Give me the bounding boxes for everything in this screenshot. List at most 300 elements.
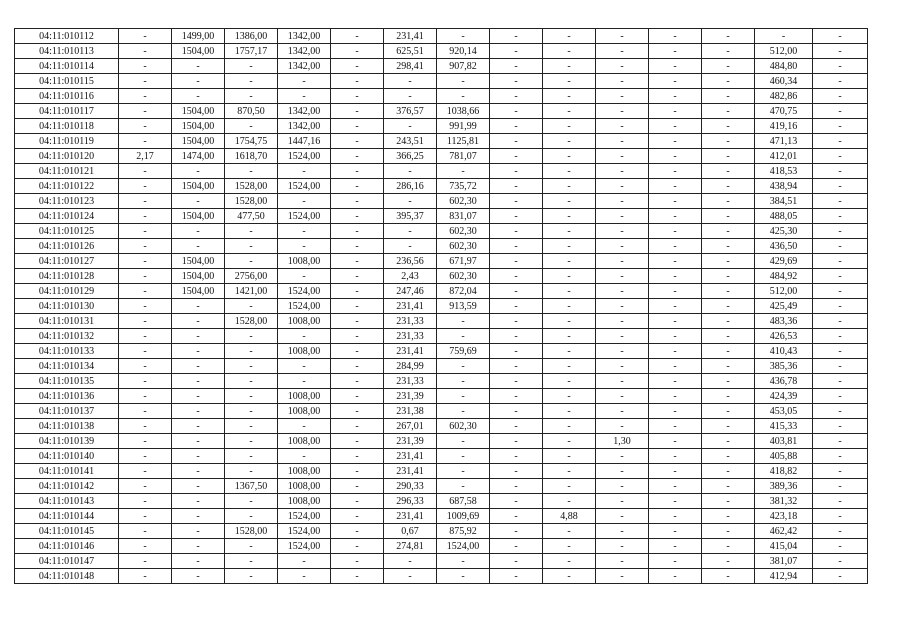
- value-cell: -: [649, 554, 702, 569]
- value-cell: 284,99: [384, 359, 437, 374]
- value-cell: -: [172, 314, 225, 329]
- value-cell: -: [596, 524, 649, 539]
- value-cell: -: [437, 569, 490, 584]
- value-cell: -: [813, 524, 868, 539]
- value-cell: -: [225, 374, 278, 389]
- value-cell: 482,86: [755, 89, 813, 104]
- value-cell: 1618,70: [225, 149, 278, 164]
- value-cell: -: [596, 449, 649, 464]
- value-cell: -: [543, 314, 596, 329]
- value-cell: -: [813, 224, 868, 239]
- value-cell: -: [225, 404, 278, 419]
- value-cell: -: [331, 209, 384, 224]
- value-cell: -: [437, 404, 490, 419]
- value-cell: 872,04: [437, 284, 490, 299]
- value-cell: -: [225, 434, 278, 449]
- value-cell: -: [702, 524, 755, 539]
- value-cell: -: [649, 89, 702, 104]
- value-cell: 875,92: [437, 524, 490, 539]
- value-cell: 243,51: [384, 134, 437, 149]
- table-row: [15, 419, 868, 434]
- value-cell: 471,13: [755, 134, 813, 149]
- value-cell: -: [490, 554, 543, 569]
- cadastral-number-cell: 04:11:010148: [15, 569, 119, 584]
- value-cell: 991,99: [437, 119, 490, 134]
- value-cell: 381,32: [755, 494, 813, 509]
- value-cell: -: [119, 89, 172, 104]
- value-cell: 1,30: [596, 434, 649, 449]
- value-cell: -: [331, 494, 384, 509]
- value-cell: 1386,00: [225, 29, 278, 44]
- value-cell: -: [543, 374, 596, 389]
- value-cell: -: [702, 419, 755, 434]
- value-cell: -: [596, 179, 649, 194]
- table-row: [15, 44, 868, 59]
- table-row: [15, 449, 868, 464]
- value-cell: -: [813, 509, 868, 524]
- value-cell: 1528,00: [225, 179, 278, 194]
- value-cell: -: [331, 449, 384, 464]
- value-cell: 1504,00: [172, 104, 225, 119]
- value-cell: 231,41: [384, 344, 437, 359]
- table-row: [15, 74, 868, 89]
- value-cell: 759,69: [437, 344, 490, 359]
- value-cell: -: [596, 554, 649, 569]
- value-cell: -: [649, 239, 702, 254]
- value-cell: -: [813, 539, 868, 554]
- value-cell: -: [543, 164, 596, 179]
- value-cell: -: [172, 389, 225, 404]
- cadastral-number-cell: 04:11:010126: [15, 239, 119, 254]
- cadastral-number-cell: 04:11:010132: [15, 329, 119, 344]
- value-cell: -: [278, 329, 331, 344]
- value-cell: -: [543, 419, 596, 434]
- value-cell: -: [490, 179, 543, 194]
- value-cell: -: [596, 494, 649, 509]
- value-cell: 395,37: [384, 209, 437, 224]
- value-cell: 389,36: [755, 479, 813, 494]
- value-cell: 2,43: [384, 269, 437, 284]
- value-cell: -: [813, 374, 868, 389]
- value-cell: 1008,00: [278, 434, 331, 449]
- value-cell: -: [649, 149, 702, 164]
- table-row: [15, 134, 868, 149]
- value-cell: -: [331, 239, 384, 254]
- value-cell: 1008,00: [278, 494, 331, 509]
- value-cell: -: [596, 314, 649, 329]
- value-cell: -: [490, 74, 543, 89]
- table-row: [15, 59, 868, 74]
- value-cell: -: [596, 44, 649, 59]
- value-cell: -: [543, 464, 596, 479]
- value-cell: -: [596, 89, 649, 104]
- value-cell: -: [649, 44, 702, 59]
- value-cell: -: [119, 359, 172, 374]
- value-cell: -: [543, 404, 596, 419]
- value-cell: -: [437, 479, 490, 494]
- table-row: [15, 89, 868, 104]
- value-cell: -: [172, 74, 225, 89]
- value-cell: -: [225, 449, 278, 464]
- value-cell: -: [702, 134, 755, 149]
- value-cell: -: [649, 299, 702, 314]
- value-cell: 1757,17: [225, 44, 278, 59]
- value-cell: -: [172, 239, 225, 254]
- table-row: [15, 404, 868, 419]
- value-cell: -: [172, 374, 225, 389]
- value-cell: -: [702, 119, 755, 134]
- value-cell: -: [384, 89, 437, 104]
- value-cell: -: [702, 299, 755, 314]
- value-cell: -: [331, 554, 384, 569]
- table-row: [15, 389, 868, 404]
- value-cell: 231,41: [384, 509, 437, 524]
- value-cell: -: [596, 359, 649, 374]
- value-cell: -: [225, 554, 278, 569]
- value-cell: -: [437, 164, 490, 179]
- value-cell: 1504,00: [172, 179, 225, 194]
- value-cell: -: [225, 224, 278, 239]
- value-cell: -: [172, 479, 225, 494]
- value-cell: 1528,00: [225, 314, 278, 329]
- value-cell: -: [596, 569, 649, 584]
- value-cell: -: [172, 524, 225, 539]
- value-cell: -: [119, 329, 172, 344]
- value-cell: -: [172, 464, 225, 479]
- value-cell: 1524,00: [278, 179, 331, 194]
- value-cell: 376,57: [384, 104, 437, 119]
- table-row: [15, 299, 868, 314]
- value-cell: -: [813, 419, 868, 434]
- value-cell: -: [649, 479, 702, 494]
- value-cell: -: [437, 449, 490, 464]
- value-cell: -: [649, 209, 702, 224]
- cadastral-number-cell: 04:11:010139: [15, 434, 119, 449]
- value-cell: -: [331, 179, 384, 194]
- value-cell: -: [278, 224, 331, 239]
- value-cell: -: [119, 209, 172, 224]
- value-cell: -: [331, 464, 384, 479]
- value-cell: -: [225, 509, 278, 524]
- value-cell: 1754,75: [225, 134, 278, 149]
- value-cell: 831,07: [437, 209, 490, 224]
- value-cell: -: [702, 509, 755, 524]
- value-cell: -: [649, 314, 702, 329]
- value-cell: -: [649, 374, 702, 389]
- value-cell: 231,41: [384, 29, 437, 44]
- value-cell: 231,41: [384, 464, 437, 479]
- value-cell: -: [119, 389, 172, 404]
- value-cell: -: [702, 464, 755, 479]
- value-cell: -: [119, 59, 172, 74]
- value-cell: 625,51: [384, 44, 437, 59]
- value-cell: -: [225, 389, 278, 404]
- value-cell: 4,88: [543, 509, 596, 524]
- value-cell: 1528,00: [225, 194, 278, 209]
- value-cell: -: [437, 374, 490, 389]
- value-cell: -: [119, 29, 172, 44]
- value-cell: -: [437, 89, 490, 104]
- value-cell: -: [225, 464, 278, 479]
- value-cell: -: [225, 569, 278, 584]
- table-row: [15, 329, 868, 344]
- value-cell: -: [813, 434, 868, 449]
- value-cell: 1504,00: [172, 284, 225, 299]
- value-cell: -: [278, 419, 331, 434]
- value-cell: -: [813, 254, 868, 269]
- value-cell: -: [596, 104, 649, 119]
- value-cell: -: [813, 59, 868, 74]
- value-cell: -: [649, 269, 702, 284]
- table-row: [15, 464, 868, 479]
- value-cell: -: [437, 434, 490, 449]
- value-cell: -: [225, 254, 278, 269]
- cadastral-number-cell: 04:11:010127: [15, 254, 119, 269]
- value-cell: -: [331, 119, 384, 134]
- value-cell: -: [331, 344, 384, 359]
- value-cell: -: [278, 239, 331, 254]
- value-cell: -: [119, 464, 172, 479]
- value-cell: -: [119, 449, 172, 464]
- cadastral-number-cell: 04:11:010118: [15, 119, 119, 134]
- value-cell: 366,25: [384, 149, 437, 164]
- cadastral-number-cell: 04:11:010144: [15, 509, 119, 524]
- value-cell: -: [490, 209, 543, 224]
- value-cell: -: [813, 299, 868, 314]
- value-cell: -: [596, 239, 649, 254]
- value-cell: -: [384, 194, 437, 209]
- value-cell: 381,07: [755, 554, 813, 569]
- value-cell: -: [596, 59, 649, 74]
- value-cell: 436,78: [755, 374, 813, 389]
- value-cell: -: [543, 539, 596, 554]
- value-cell: -: [490, 419, 543, 434]
- cadastral-number-cell: 04:11:010133: [15, 344, 119, 359]
- value-cell: -: [702, 194, 755, 209]
- value-cell: -: [649, 29, 702, 44]
- value-cell: -: [278, 554, 331, 569]
- value-cell: -: [172, 539, 225, 554]
- value-cell: -: [596, 119, 649, 134]
- value-cell: -: [702, 404, 755, 419]
- value-cell: 1524,00: [278, 509, 331, 524]
- cadastral-number-cell: 04:11:010143: [15, 494, 119, 509]
- table-row: [15, 374, 868, 389]
- value-cell: -: [543, 449, 596, 464]
- value-cell: -: [649, 494, 702, 509]
- value-cell: -: [278, 89, 331, 104]
- value-cell: -: [119, 509, 172, 524]
- value-cell: -: [702, 104, 755, 119]
- value-cell: -: [813, 404, 868, 419]
- value-cell: -: [596, 74, 649, 89]
- value-cell: -: [813, 494, 868, 509]
- value-cell: -: [172, 419, 225, 434]
- value-cell: -: [702, 179, 755, 194]
- value-cell: -: [331, 524, 384, 539]
- value-cell: 412,94: [755, 569, 813, 584]
- value-cell: 1504,00: [172, 44, 225, 59]
- value-cell: -: [649, 344, 702, 359]
- value-cell: -: [702, 269, 755, 284]
- value-cell: -: [490, 404, 543, 419]
- value-cell: 1447,16: [278, 134, 331, 149]
- value-cell: 1008,00: [278, 464, 331, 479]
- value-cell: -: [225, 329, 278, 344]
- value-cell: -: [384, 239, 437, 254]
- value-cell: -: [437, 464, 490, 479]
- value-cell: 735,72: [437, 179, 490, 194]
- value-cell: -: [119, 179, 172, 194]
- value-cell: -: [543, 389, 596, 404]
- value-cell: -: [596, 329, 649, 344]
- value-cell: -: [490, 149, 543, 164]
- cadastral-number-cell: 04:11:010116: [15, 89, 119, 104]
- value-cell: -: [119, 254, 172, 269]
- value-cell: -: [490, 539, 543, 554]
- cadastral-number-cell: 04:11:010137: [15, 404, 119, 419]
- value-cell: -: [119, 74, 172, 89]
- value-cell: -: [119, 524, 172, 539]
- value-cell: 1038,66: [437, 104, 490, 119]
- value-cell: -: [119, 44, 172, 59]
- value-cell: -: [490, 164, 543, 179]
- value-cell: -: [278, 374, 331, 389]
- value-cell: -: [649, 464, 702, 479]
- value-cell: 231,39: [384, 434, 437, 449]
- value-cell: -: [649, 509, 702, 524]
- value-cell: -: [119, 314, 172, 329]
- table-row: [15, 164, 868, 179]
- value-cell: 602,30: [437, 194, 490, 209]
- cadastral-number-cell: 04:11:010119: [15, 134, 119, 149]
- table-row: [15, 104, 868, 119]
- value-cell: 231,33: [384, 374, 437, 389]
- value-cell: 267,01: [384, 419, 437, 434]
- table-body: [15, 29, 868, 584]
- value-cell: -: [702, 479, 755, 494]
- value-cell: 1504,00: [172, 119, 225, 134]
- value-cell: -: [331, 149, 384, 164]
- value-cell: 484,80: [755, 59, 813, 74]
- table-row: [15, 284, 868, 299]
- table-row: [15, 494, 868, 509]
- value-cell: -: [225, 74, 278, 89]
- value-cell: -: [596, 284, 649, 299]
- value-cell: 403,81: [755, 434, 813, 449]
- value-cell: -: [331, 29, 384, 44]
- table-row: [15, 179, 868, 194]
- value-cell: -: [490, 254, 543, 269]
- value-cell: -: [331, 374, 384, 389]
- value-cell: -: [813, 104, 868, 119]
- value-cell: -: [119, 419, 172, 434]
- value-cell: -: [490, 389, 543, 404]
- value-cell: 424,39: [755, 389, 813, 404]
- value-cell: -: [813, 74, 868, 89]
- value-cell: 477,50: [225, 209, 278, 224]
- value-cell: -: [119, 374, 172, 389]
- value-cell: -: [543, 119, 596, 134]
- value-cell: -: [813, 209, 868, 224]
- value-cell: -: [437, 314, 490, 329]
- value-cell: -: [813, 164, 868, 179]
- value-cell: -: [543, 524, 596, 539]
- value-cell: -: [702, 74, 755, 89]
- value-cell: -: [702, 329, 755, 344]
- value-cell: -: [543, 104, 596, 119]
- value-cell: -: [649, 254, 702, 269]
- value-cell: 2,17: [119, 149, 172, 164]
- value-cell: -: [596, 29, 649, 44]
- value-cell: -: [331, 89, 384, 104]
- value-cell: -: [596, 539, 649, 554]
- value-cell: 484,92: [755, 269, 813, 284]
- value-cell: -: [543, 29, 596, 44]
- value-cell: -: [331, 509, 384, 524]
- value-cell: -: [384, 119, 437, 134]
- value-cell: -: [172, 299, 225, 314]
- value-cell: -: [490, 44, 543, 59]
- value-cell: -: [331, 254, 384, 269]
- value-cell: 687,58: [437, 494, 490, 509]
- value-cell: -: [649, 404, 702, 419]
- value-cell: -: [596, 269, 649, 284]
- value-cell: -: [490, 104, 543, 119]
- cadastral-number-cell: 04:11:010134: [15, 359, 119, 374]
- table-row: [15, 149, 868, 164]
- value-cell: 286,16: [384, 179, 437, 194]
- value-cell: -: [490, 569, 543, 584]
- value-cell: 920,14: [437, 44, 490, 59]
- value-cell: -: [596, 224, 649, 239]
- cadastral-number-cell: 04:11:010117: [15, 104, 119, 119]
- value-cell: 418,82: [755, 464, 813, 479]
- value-cell: -: [813, 194, 868, 209]
- value-cell: -: [331, 134, 384, 149]
- value-cell: -: [543, 44, 596, 59]
- value-cell: -: [490, 434, 543, 449]
- value-cell: -: [119, 434, 172, 449]
- value-cell: -: [543, 254, 596, 269]
- value-cell: -: [543, 569, 596, 584]
- value-cell: 1367,50: [225, 479, 278, 494]
- value-cell: -: [119, 104, 172, 119]
- value-cell: -: [331, 419, 384, 434]
- value-cell: -: [702, 239, 755, 254]
- value-cell: -: [596, 254, 649, 269]
- value-cell: -: [490, 314, 543, 329]
- value-cell: -: [649, 179, 702, 194]
- value-cell: -: [596, 404, 649, 419]
- value-cell: 423,18: [755, 509, 813, 524]
- table-row: [15, 314, 868, 329]
- value-cell: 419,16: [755, 119, 813, 134]
- value-cell: -: [119, 404, 172, 419]
- value-cell: -: [490, 299, 543, 314]
- value-cell: -: [490, 374, 543, 389]
- cadastral-number-cell: 04:11:010147: [15, 554, 119, 569]
- value-cell: -: [172, 224, 225, 239]
- value-cell: 1504,00: [172, 209, 225, 224]
- value-cell: 781,07: [437, 149, 490, 164]
- value-cell: 412,01: [755, 149, 813, 164]
- value-cell: -: [649, 164, 702, 179]
- value-cell: 462,42: [755, 524, 813, 539]
- table-row: [15, 434, 868, 449]
- value-cell: -: [331, 59, 384, 74]
- value-cell: 405,88: [755, 449, 813, 464]
